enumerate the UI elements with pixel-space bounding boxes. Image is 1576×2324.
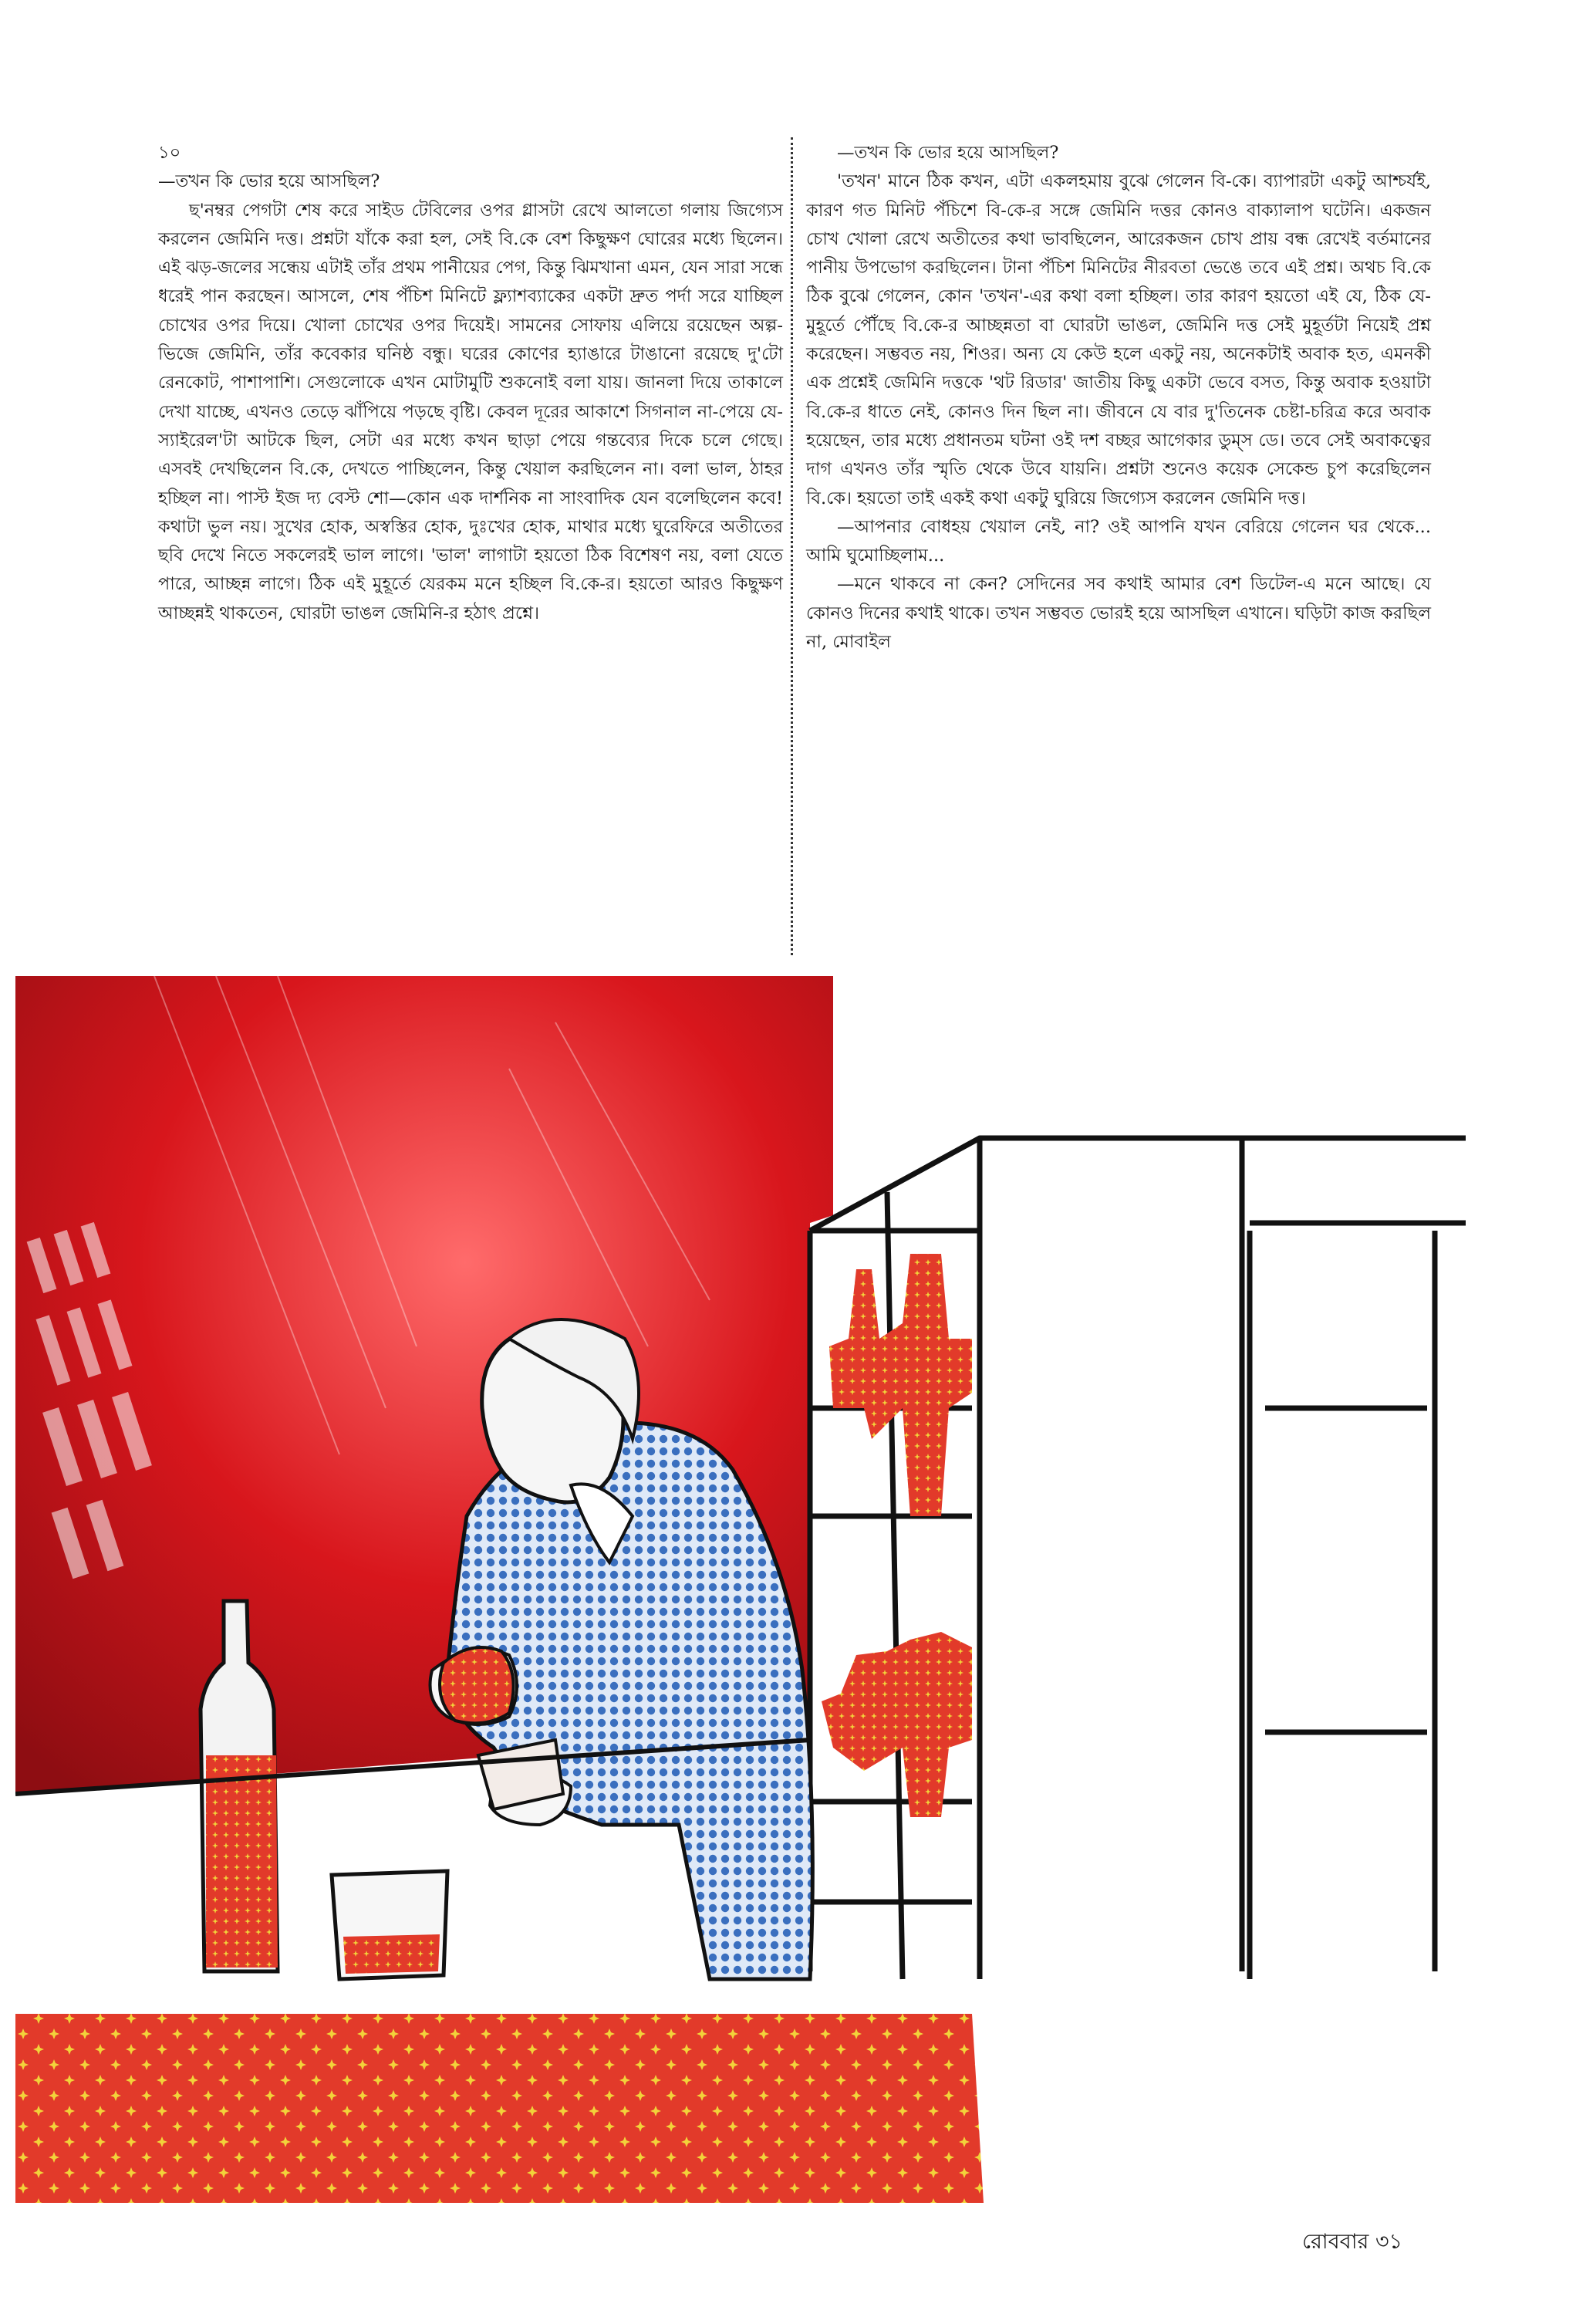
article-column-left [158,139,783,628]
page-folio [1302,2226,1402,2261]
magazine-name: রোববার [1302,2230,1369,2254]
paragraph: —তখন কি ভোর হয়ে আসছিল? [158,171,380,192]
article-column-right [806,139,1431,657]
story-illustration [15,976,1466,2203]
paragraph: —আপনার বোধহয় খেয়াল নেই, না? ওই আপনি যখন বেরিয়ে গেলেন ঘর থেকে... আমি ঘুমোচ্ছিলাম... [806,516,1431,566]
paragraph: —মনে থাকবে না কেন? সেদিনের সব কথাই আমার বেশ ডিটেল-এ মনে আছে। যে কোনও দিনের কথাই থাকে। তখন সম্ভবত ভোরই হয়ে আসছিল এখানে। ঘড়িটা কাজ করছিল না, মোবাইল [806,574,1431,653]
tumbler-liquid [343,1934,440,1974]
column-divider [791,137,793,955]
whisky-bottle-liquid [206,1755,278,1968]
paragraph: ছ'নম্বর পেগটা শেষ করে সাইড টেবিলের ওপর গ্লাসটা রেখে আলতো গলায় জিগ্যেস করলেন জেমিনি দত্ত। প্রশ্নটা যাঁকে করা হল, সেই বি.কে বেশ কিছুক্ষণ ঘোরের মধ্যে ছিলেন। এই ঝড়-জলের সন্ধেয় এটাই তাঁর প্রথম পানীয়ের পেগ, কিন্তু ঝিমখানা এমন, যেন সারা সন্ধে ধরেই পান করছেন। আসলে, শেষ পঁচিশ মিনিটে ফ্ল্যাশব্যাকের একটা দ্রুত পর্দা সরে যাচ্ছিল চোখের ওপর দিয়ে। খোলা চোখের ওপর দিয়েই। সামনের সোফায় এলিয়ে রয়েছেন অল্প-ভিজে জেমিনি, তাঁর কবেকার ঘনিষ্ঠ বন্ধু। ঘরের কোণের হ্যাঙারে টাঙানো রয়েছে দু'টো রেনকোট, পাশাপাশি। সেগুলোকে এখন মোটামুটি শুকনোই বলা যায়। জানলা দিয়ে তাকালে দেখা যাচ্ছে, এখনও তেড়ে ঝাঁপিয়ে পড়ছে বৃষ্টি। কেবল দূরের আকাশে সিগনাল না-পেয়ে যে-স্যাইরেল'টা আটকে ছিল, সেটা এর মধ্যে কখন ছাড়া পেয়ে গন্তব্যের দিকে চলে গেছে। এসবই দেখছিলেন বি.কে, দেখতে পাচ্ছিলেন, কিন্তু খেয়াল করছিলেন না। বলা ভাল, ঠাহর হচ্ছিল না। পাস্ট ইজ দ্য বেস্ট শো—কোন এক দার্শনিক না সাংবাদিক যেন বলেছিলেন কবে! কথাটা ভুল নয়। সুখের হোক, অস্বস্তির হোক, দুঃখের হোক, মাথার মধ্যে ঘুরেফিরে অতীতের ছবি দেখে নিতে সকলেরই ভাল লাগে। 'ভাল' লাগাটা হয়তো ঠিক বিশেষণ নয়, বলা যেতে পারে, আচ্ছন্ন লাগে। ঠিক এই মুহূর্তে যেরকম মনে হচ্ছিল বি.কে-র। হয়তো আরও কিছুক্ষণ আচ্ছন্নই থাকতেন, ঘোরটা ভাঙল জেমিনি-র হঠাৎ প্রশ্নে। [158,200,783,623]
page-number: ৩১ [1375,2230,1403,2254]
paragraph: —তখন কি ভোর হয়ে আসছিল? [837,143,1059,163]
paragraph: 'তখন' মানে ঠিক কখন, এটা একলহমায় বুঝে গেলেন বি-কে। ব্যাপারটা একটু আশ্চর্যই, কারণ গত মিনিট পঁচিশে বি-কে-র সঙ্গে জেমিনি দত্তর কোনও বাক্যালাপ ঘটেনি। একজন চোখ খোলা রেখে অতীতের কথা ভাবছিলেন, আরেকজন চোখ প্রায় বন্ধ রেখেই বর্তমানের পানীয় উপভোগ করছিলেন। টানা পঁচিশ মিনিটের নীরবতা ভেঙে তবে এই প্রশ্ন। অথচ বি.কে ঠিক বুঝে গেলেন, কোন 'তখন'-এর কথা বলা হচ্ছিল। তার কারণ হয়তো এই যে, ঠিক যে-মুহূর্তে পৌঁছে বি.কে-র আচ্ছন্নতা বা ঘোরটা ভাঙল, জেমিনি দত্ত সেই মুহূর্তটা নিয়েই প্রশ্ন করেছেন। সম্ভবত নয়, শিওর। অন্য যে কেউ হলে একটু নয়, অনেকটাই অবাক হত, এমনকী এক প্রশ্নেই জেমিনি দত্তকে 'থট রিডার' জাতীয় কিছু একটা ভেবে বসত, কিন্তু অবাক হওয়াটা বি.কে-র ধাতে নেই, কোনও দিন ছিল না। জীবনে যে বার দু'তিনেক চেষ্টা-চরিত্র করে অবাক হয়েছেন, তার মধ্যে প্রধানতম ঘটনা ওই দশ বচ্ছর আগেকার ডুম্‌স ডে। তবে সেই অবাকত্বের দাগ এখনও তাঁর স্মৃতি থেকে উবে যায়নি। প্রশ্নটা শুনেও কয়েক সেকেন্ড চুপ করেছিলেন বি.কে। হয়তো তাই একই কথা একটু ঘুরিয়ে জিগ্যেস করলেন জেমিনি দত্ত। [806,171,1431,508]
liquor-cabinet [810,1138,1466,1979]
chapter-number: ১০ [158,143,181,163]
counter-top [15,2014,984,2203]
shelf-bottles-top [829,1254,972,1516]
pouring-bottle [440,1647,514,1723]
